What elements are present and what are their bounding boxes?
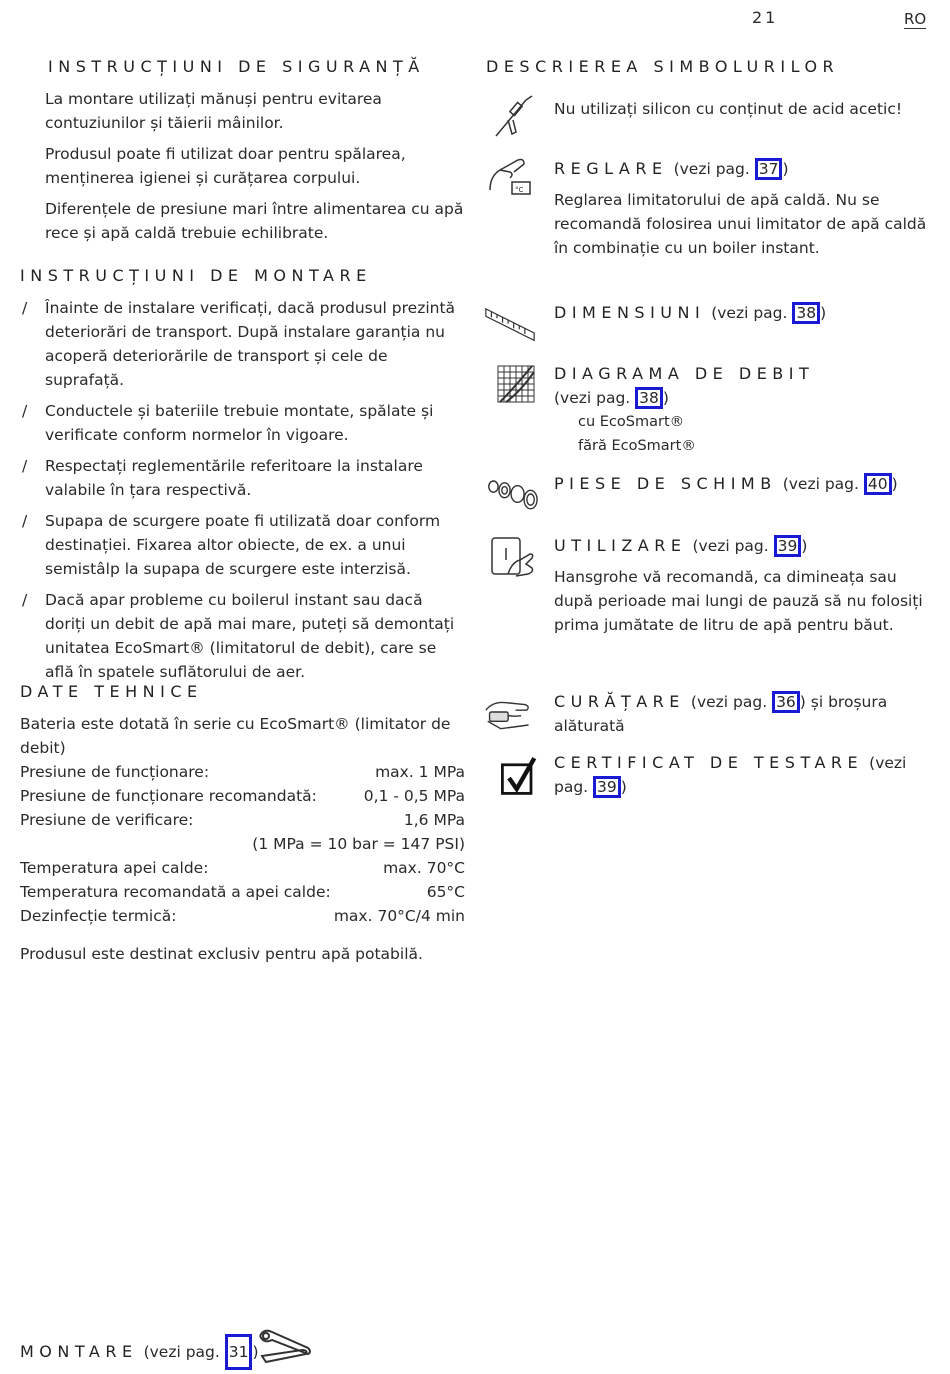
page-link-37[interactable]: 37 [755,158,783,180]
page-link-39[interactable]: 39 [774,535,802,557]
utilizare-title: UTILIZARE [554,536,687,555]
reglare-block: REGLARE (vezi pag. 37 ) Reglarea limitatorului de apă caldă. Nu se recomandă folosirea unui limitator de apă caldă în combinație cu un boiler instant. [554,157,929,260]
tech-row: Presiune de verificare: 1,6 MPa [20,811,465,829]
mounting-title: INSTRUCȚIUNI DE MONTARE [20,266,372,285]
hand-use-icon [488,534,540,578]
diagrama-line: cu EcoSmart® [578,414,685,430]
page-link-36[interactable]: 36 [772,691,800,713]
safety-title: INSTRUCȚIUNI DE SIGURANȚĂ [48,57,425,76]
piese-title: PIESE DE SCHIMB [554,474,777,493]
language-code: RO [904,10,927,28]
silicon-warning: Nu utilizați silicon cu conținut de acid acetic! [554,100,903,118]
tech-section [20,712,465,966]
page-link-38[interactable]: 38 [635,387,663,409]
flow-diagram-icon [490,362,542,406]
page-link-31[interactable]: 31 [225,1334,253,1370]
utilizare-block: UTILIZARE (vezi pag. 39 ) Hansgrohe vă recomandă, ca dimineața sau după perioade mai lungi de pauză să nu folosiți prima jumătate de litru de apă pentru băut. [554,534,929,637]
wrench-screwdriver-icon [256,1326,314,1366]
utilizare-text: Hansgrohe vă recomandă, ca dimineața sau după perioade mai lungi de pauză să nu folosiți prima jumătate de litru de apă pentru băut. [554,568,923,634]
safety-paragraph: La montare utilizați mănuși pentru evitarea contuziunilor și tăierii mâinilor. [45,90,382,132]
certificat-block: CERTIFICAT DE TESTARE (vezi pag. 39 ) [554,753,907,796]
hand-adjust-icon [486,154,538,198]
diagrama-block: DIAGRAMA DE DEBIT (vezi pag. 38 ) cu EcoSmart® fără EcoSmart® [554,362,929,458]
curatare-title: CURĂȚARE [554,692,685,711]
diagrama-line: fără EcoSmart® [578,438,696,454]
diagrama-title: DIAGRAMA DE DEBIT [554,364,815,383]
spare-parts-icon [486,472,538,516]
list-item: / Supapa de scurgere poate fi utilizată doar conform destinației. Fixarea altor obiecte, de ex. a unui semistâlp la supapa de scurgere este interzisă. [22,512,441,578]
safety-paragraph: Diferențele de presiune mari între alimentarea cu apă rece și apă caldă trebuie echilibrate. [45,200,464,242]
dimensiuni-title: DIMENSIUNI [554,303,706,322]
footer-montare: MONTARE (vezi pag. 31 ) [20,1334,259,1370]
cleaning-hand-icon [484,690,536,734]
tech-row: Temperatura apei calde: max. 70°C [20,859,465,877]
page-number: 21 [752,8,779,27]
tech-note: Produsul este destinat exclusiv pentru apă potabilă. [20,945,423,963]
list-item: / Conductele și bateriile trebuie montate, spălate și verificate conform normelor în vigoare. [22,402,434,444]
tech-title: DATE TEHNICE [20,682,203,701]
tech-row: Presiune de funcționare recomandată: 0,1 - 0,5 MPa [20,787,465,805]
svg-text:°C: °C [515,186,524,194]
curatare-block: CURĂȚARE (vezi pag. 36 ) și broșura alăturată [554,692,888,735]
list-item: / Dacă apar probleme cu boilerul instant sau dacă doriți un debit de apă mai mare, puteți să demontați unitatea EcoSmart® (limitatorul de debit), care se află în spatele suflătorului de aer. [22,591,455,681]
ruler-icon [484,298,536,342]
symbols-title: DESCRIEREA SIMBOLURILOR [486,57,840,76]
certificat-title: CERTIFICAT DE TESTARE [554,753,864,772]
list-item: / Respectați reglementările referitoare la instalare valabile în țara respectivă. [22,457,423,499]
mounting-section [20,296,465,691]
tech-row: Temperatura recomandată a apei calde: 65°C [20,883,465,901]
checkbox-icon [494,756,546,800]
tech-intro: Bateria este dotată în serie cu EcoSmart® (limitator de debit) [20,715,451,757]
silicone-gun-icon [488,94,540,138]
tech-row: (1 MPa = 10 bar = 147 PSI) [252,835,465,853]
page-link-38[interactable]: 38 [792,302,820,324]
reglare-text: Reglarea limitatorului de apă caldă. Nu se recomandă folosirea unui limitator de apă caldă în combinație cu un boiler instant. [554,191,927,257]
dimensiuni-block: DIMENSIUNI (vezi pag. 38 ) [554,303,827,322]
page-link-40[interactable]: 40 [864,473,892,495]
page-link-39[interactable]: 39 [593,776,621,798]
tech-row: Dezinfecție termică: max. 70°C/4 min [20,907,465,925]
safety-paragraph: Produsul poate fi utilizat doar pentru spălarea, menținerea igienei și curățarea corpului. [45,145,406,187]
reglare-title: REGLARE [554,159,668,178]
safety-section [20,87,465,252]
piese-block: PIESE DE SCHIMB (vezi pag. 40 ) [554,474,898,493]
tech-row: Presiune de funcționare: max. 1 MPa [20,763,465,781]
list-item: / Înainte de instalare verificați, dacă produsul prezintă deteriorări de transport. După instalare garanția nu acoperă deteriorările de transport și cele de suprafață. [22,299,456,389]
footer-title: MONTARE [20,1342,138,1361]
